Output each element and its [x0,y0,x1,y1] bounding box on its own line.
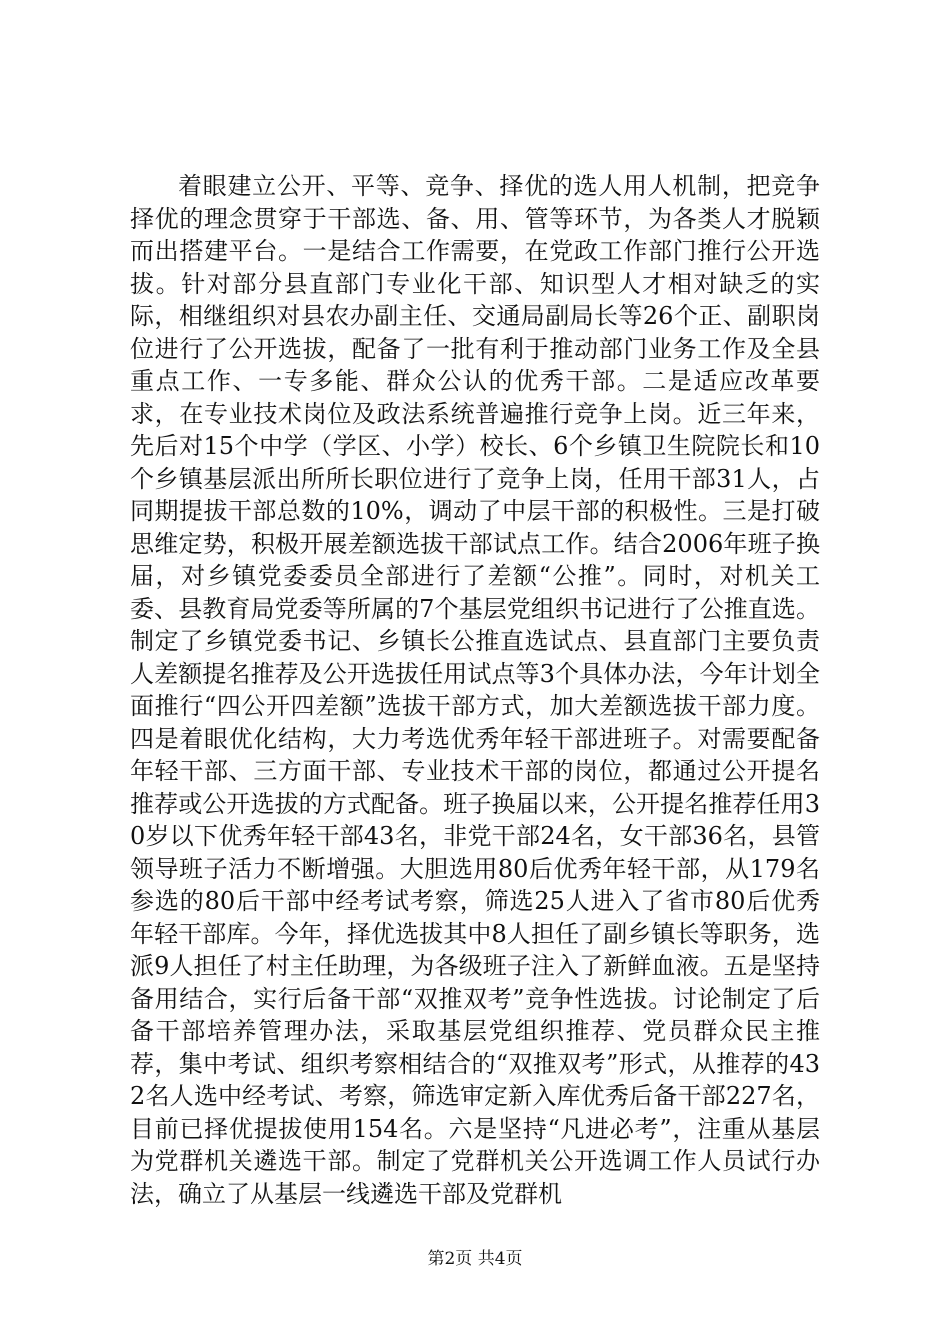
page-footer: 第2页 共4页 [427,1249,523,1269]
body-paragraph: 着眼建立公开、平等、竞争、择优的选人用人机制，把竞争择优的理念贯穿于干部选、备、用、管等环节，为各类人才脱颖而出搭建平台。一是结合工作需要，在党政工作部门推行公开选拔。针对部分县直部门专业化干部、知识型人才相对缺乏的实际，相继组织对县农办副主任、交通局副局长等26个正、副职岗位进行了公开选拔，配备了一批有利于推动部门业务工作及全县重点工作、一专多能、群众公认的优秀干部。二是适应改革要求，在专业技术岗位及政法系统普遍推行竞争上岗。近三年来，先后对15个中学（学区、小学）校长、6个乡镇卫生院院长和10个乡镇基层派出所所长职位进行了竞争上岗，任用干部31人，占同期提拔干部总数的10%，调动了中层干部的积极性。三是打破思维定势，积极开展差额选拔干部试点工作。结合2006年班子换届，对乡镇党委委员全部进行了差额“公推”。同时，对机关工委、县教育局党委等所属的7个基层党组织书记进行了公推直选。制定了乡镇党委书记、乡镇长公推直选试点、县直部门主要负责人差额提名推荐及公开选拔任用试点等3个具体办法，今年计划全面推行“四公开四差额”选拔干部方式，加大差额选拔干部力度。四是着眼优化结构，大力考选优秀年轻干部进班子。对需要配备年轻干部、三方面干部、专业技术干部的岗位，都通过公开提名推荐或公开选拔的方式配备。班子换届以来，公开提名推荐任用30岁以下优秀年轻干部43名，非党干部24名，女干部36名，县管领导班子活力不断增强。大胆选用80后优秀年轻干部，从179名参选的80后干部中经考试考察，筛选25人进入了省市80后优秀年轻干部库。今年，择优选拔其中8人担任了副乡镇长等职务，选派9人担任了村主任助理，为各级班子注入了新鲜血液。五是坚持备用结合，实行后备干部“双推双考”竞争性选拔。讨论制定了后备干部培养管理办法，采取基层党组织推荐、党员群众民主推荐，集中考试、组织考察相结合的“双推双考”形式，从推荐的432名人选中经考试、考察，筛选审定新入库优秀后备干部227名，目前已择优提拔使用154名。六是坚持“凡进必考”，注重从基层为党群机关遴选干部。制定了党群机关公开选调工作人员试行办法，确立了从基层一线遴选干部及党群机 [130,172,820,1208]
